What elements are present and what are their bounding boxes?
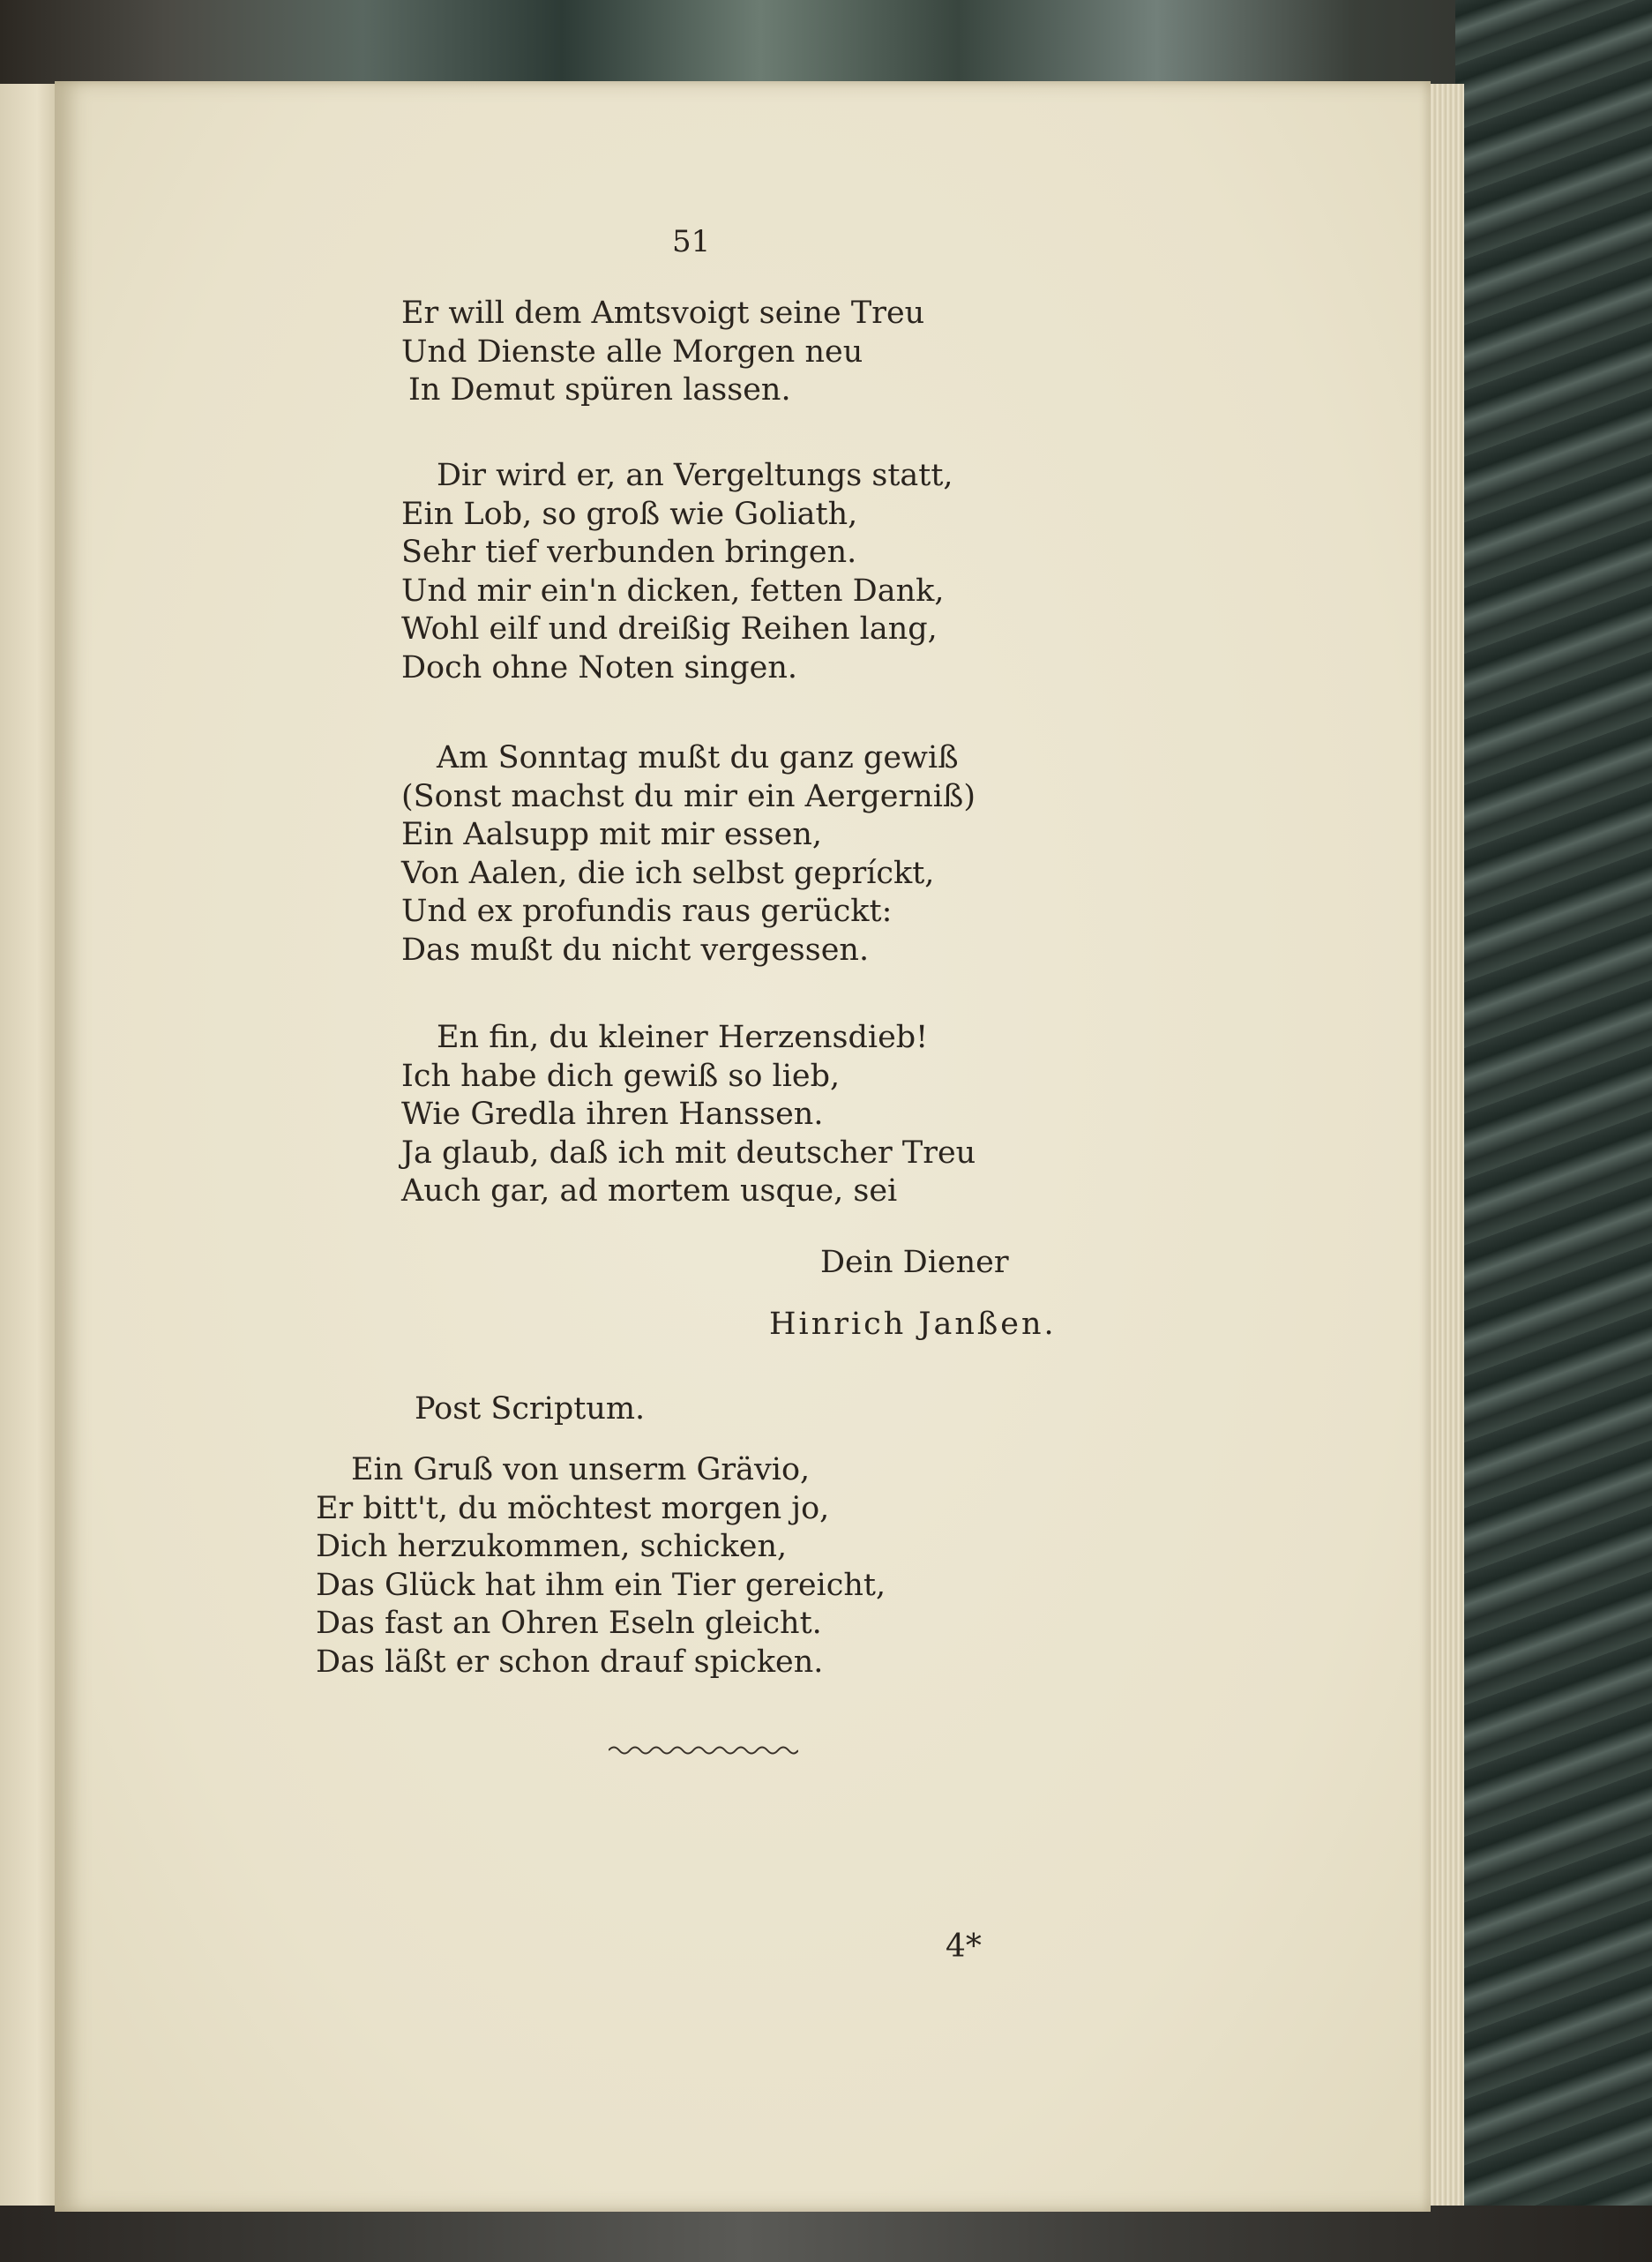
verse-line: En fin, du kleiner Herzensdieb! (437, 1020, 929, 1055)
verse-line: Ja glaub, daß ich mit deutscher Treu (401, 1135, 976, 1171)
verse-line: In Demut spüren lassen. (408, 372, 791, 408)
stanza-3 (401, 739, 976, 970)
verse-line: (Sonst machst du mir ein Aergerniß) (401, 778, 976, 814)
verse-line: Er bitt't, du möchtest morgen jo, (316, 1490, 830, 1526)
verse-line: Auch gar, ad mortem usque, sei (401, 1173, 898, 1209)
verse-line: Das Glück hat ihm ein Tier gereicht, (316, 1567, 886, 1603)
verse-line: Ein Gruß von unserm Grävio, (351, 1452, 811, 1487)
verse-line: Das fast an Ohren Eseln gleicht. (316, 1606, 822, 1641)
postscript-heading: Post Scriptum. (415, 1391, 646, 1427)
stanza-1 (401, 295, 924, 410)
signature: Hinrich Janßen. (769, 1307, 1057, 1342)
verse-line: Sehr tief verbunden bringen. (401, 535, 857, 570)
verse-line: Ein Lob, so groß wie Goliath, (401, 496, 858, 532)
verse-line: Und mir ein'n dicken, fetten Dank, (401, 573, 945, 609)
verse-line: Ich habe dich gewiß so lieb, (401, 1058, 841, 1094)
verse-line: Von Aalen, die ich selbst gepríckt, (401, 855, 935, 891)
page-number: 51 (672, 224, 711, 259)
facing-page-edge (0, 84, 62, 2210)
wavy-divider-ornament (609, 1742, 798, 1758)
closing-line: Dein Diener (820, 1245, 1009, 1280)
signature-mark: 4* (946, 1929, 982, 1965)
verse-line: Dir wird er, an Vergeltungs statt, (437, 458, 953, 493)
book-cover-board (1455, 0, 1652, 2262)
verse-line: Ein Aalsupp mit mir essen, (401, 817, 823, 852)
book-top-edge (0, 0, 1652, 93)
verse-line: Das läßt er schon drauf spicken. (316, 1644, 824, 1680)
verse-line: Und Dienste alle Morgen neu (401, 333, 863, 370)
verse-line: Er will dem Amtsvoigt seine Treu (401, 296, 925, 331)
verse-line: Am Sonntag mußt du ganz gewiß (437, 740, 959, 775)
verse-line: Wohl eilf und dreißig Reihen lang, (401, 611, 938, 647)
verse-line: Doch ohne Noten singen. (401, 649, 798, 685)
verse-line: Wie Gredla ihren Hanssen. (401, 1097, 824, 1132)
verse-line: Dich herzukommen, schicken, (316, 1529, 788, 1564)
stanza-4 (401, 1019, 976, 1211)
verse-line: Und ex profundis raus gerückt: (401, 894, 893, 929)
book-bottom-edge (0, 2206, 1652, 2262)
postscript-verse (316, 1451, 886, 1682)
stanza-2 (401, 457, 953, 687)
verse-line: Das mußt du nicht vergessen. (401, 932, 870, 968)
